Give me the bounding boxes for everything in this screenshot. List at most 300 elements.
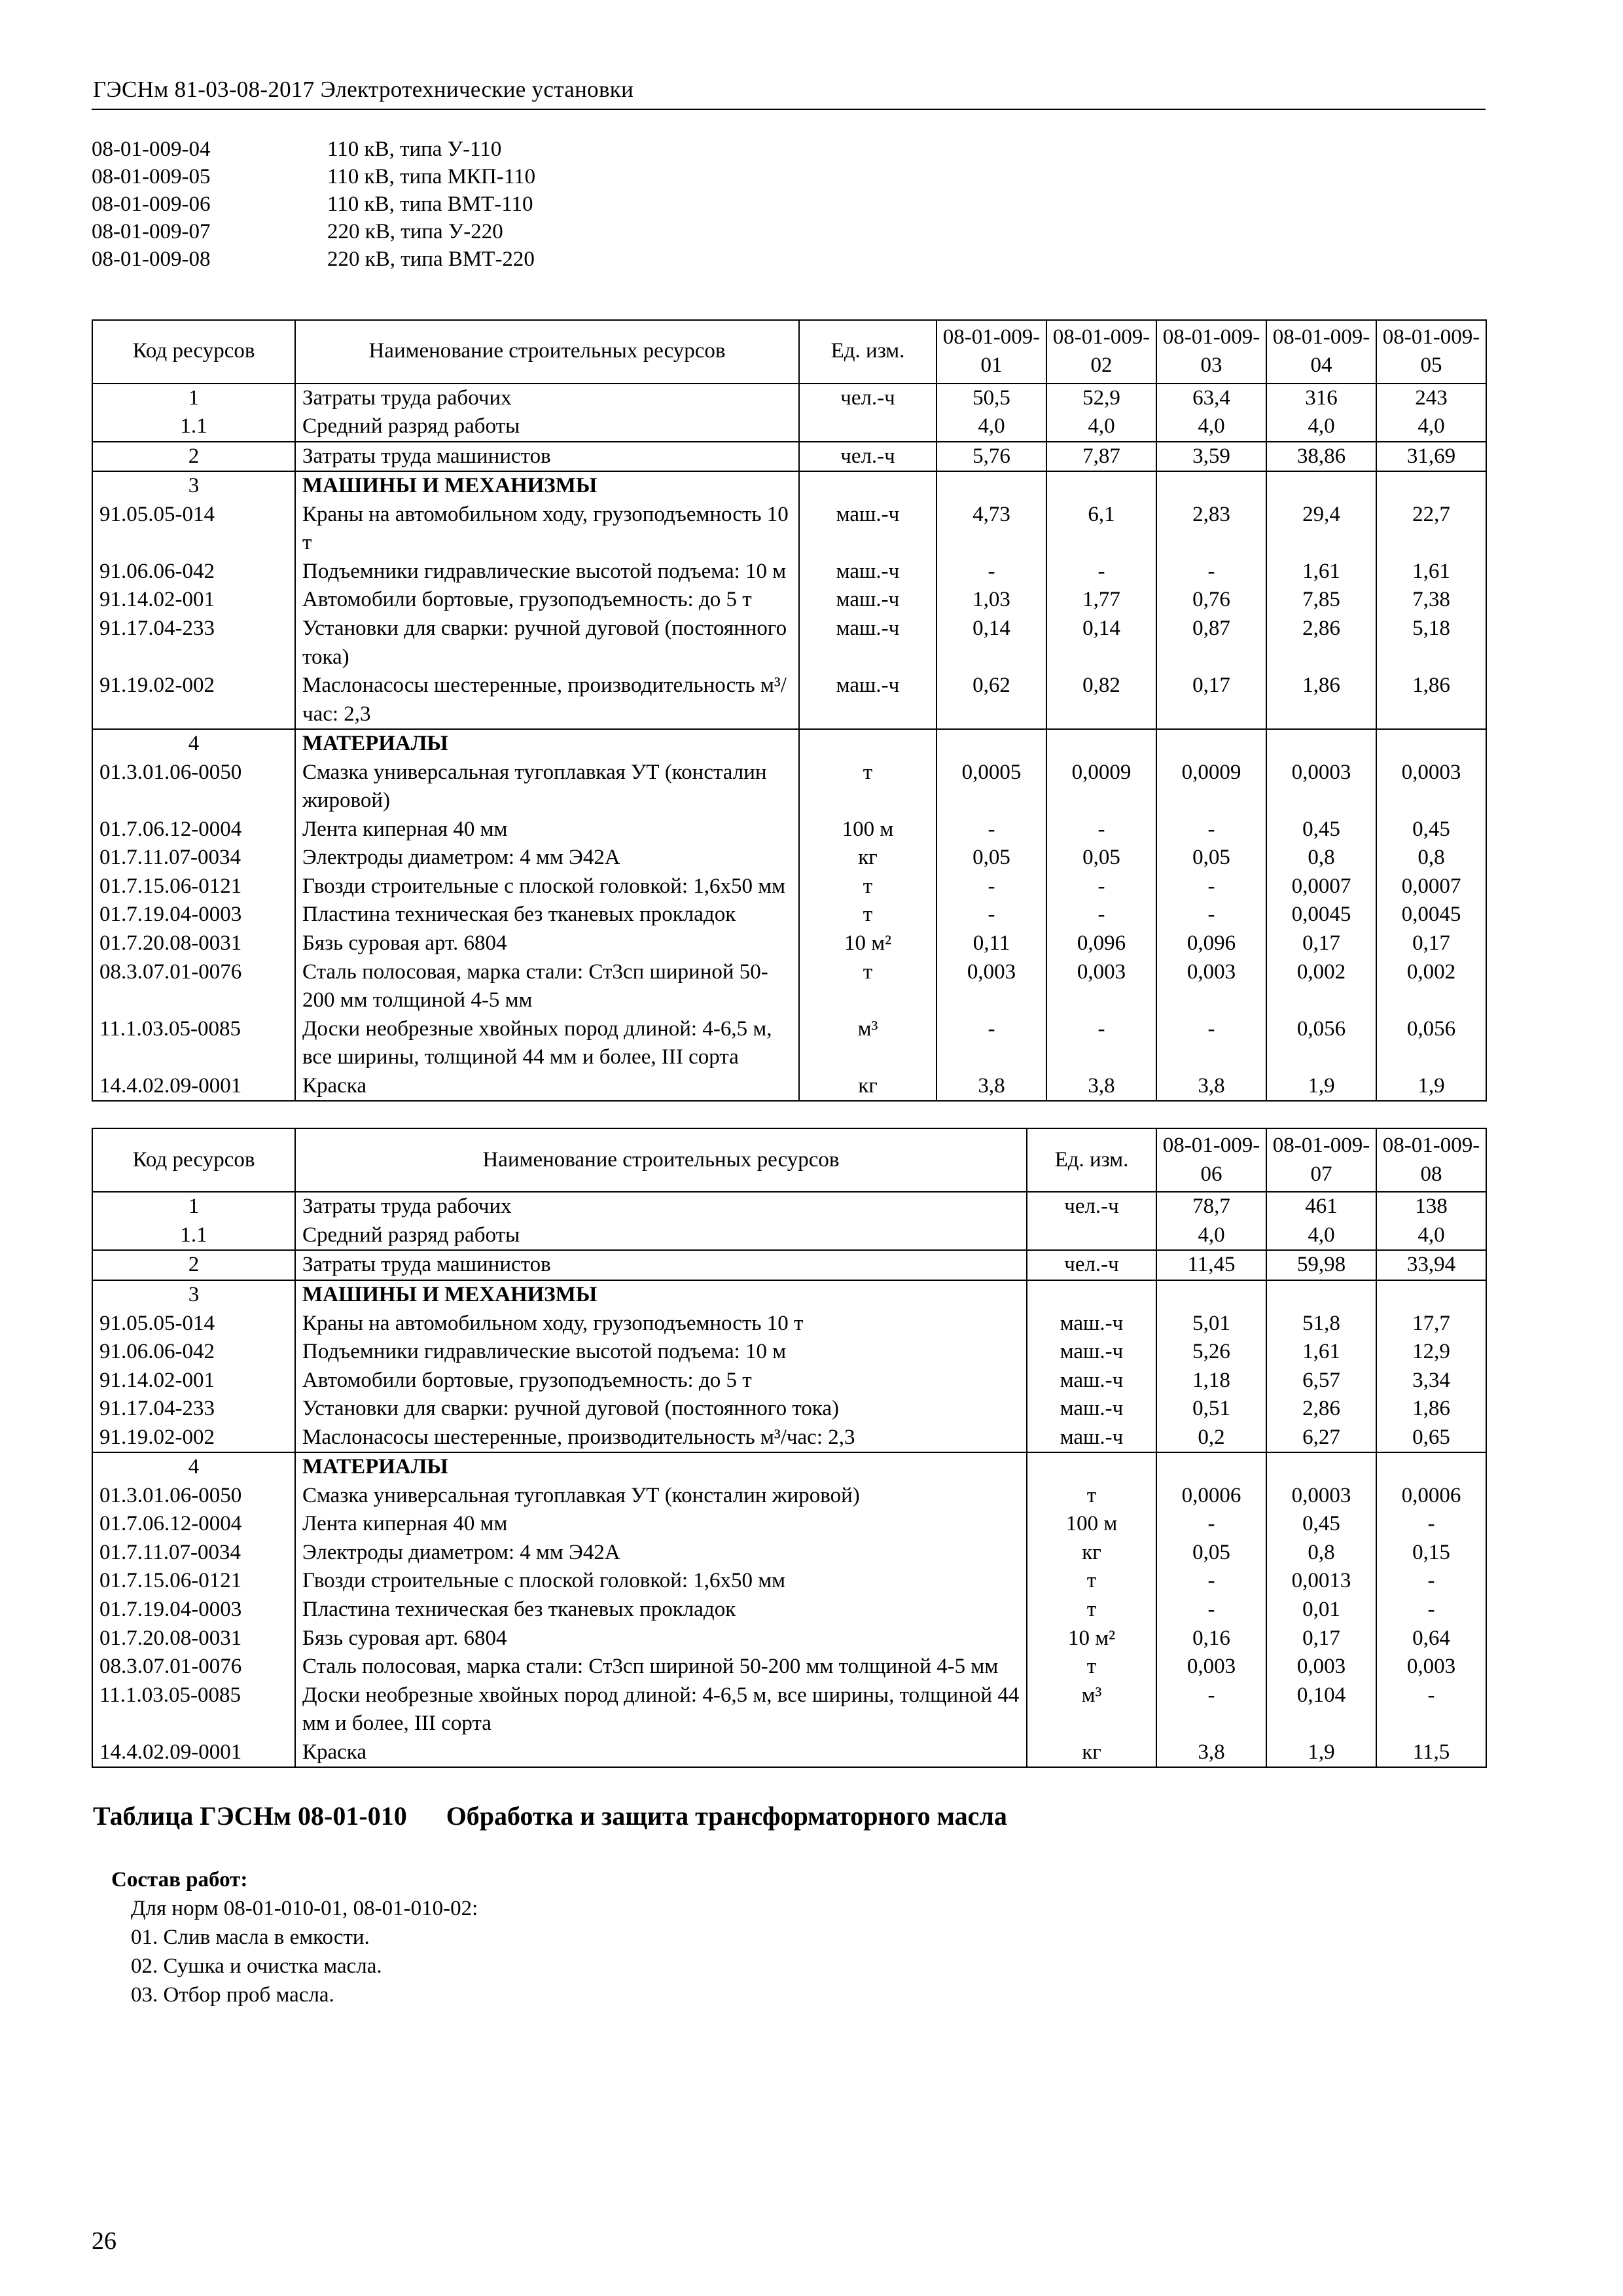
header-unit: Ед. изм. [1027, 1128, 1156, 1192]
table-row [92, 471, 1486, 501]
header-unit: Ед. изм. [799, 320, 936, 384]
table-row [92, 412, 1486, 442]
resource-value: 7,87 [1046, 442, 1156, 472]
resource-name: Гвозди строительные с плоской головкой: 1,6х50 мм [295, 1567, 1027, 1596]
resource-code: 4 [92, 729, 295, 759]
resource-value: 6,27 [1266, 1424, 1376, 1453]
header-norm-column: 08-01-009-05 [1376, 320, 1486, 384]
resource-value: 316 [1266, 384, 1376, 413]
resource-value: - [1046, 558, 1156, 586]
table-row [92, 1567, 1486, 1596]
resource-unit: маш.-ч [1027, 1395, 1156, 1424]
norm-item [92, 219, 1486, 246]
resource-name: Средний разряд работы [295, 1221, 1027, 1251]
table-row [92, 1250, 1486, 1280]
norm-description: 110 кВ, типа ВМТ-110 [327, 192, 533, 217]
header-norm-column: 08-01-009-07 [1266, 1128, 1376, 1192]
resource-value: 52,9 [1046, 384, 1156, 413]
resource-name: Доски необрезные хвойных пород длиной: 4-6,5 м, все ширины, толщиной 44 мм и более, III сорта [295, 1681, 1027, 1738]
resource-name: Доски необрезные хвойных пород длиной: 4-6,5 м, все ширины, толщиной 44 мм и более, III сорта [295, 1015, 799, 1072]
resource-value: 0,05 [936, 844, 1046, 872]
resource-code: 91.14.02-001 [92, 1367, 295, 1395]
norm-item [92, 136, 1486, 164]
resource-code: 4 [92, 1452, 295, 1482]
resource-name: Затраты труда рабочих [295, 384, 799, 413]
resource-value: 0,05 [1046, 844, 1156, 872]
resource-name: Бязь суровая арт. 6804 [295, 1624, 1027, 1653]
table-row [92, 1310, 1486, 1338]
resource-value: 2,83 [1156, 501, 1266, 558]
header-norm-column: 08-01-009-02 [1046, 320, 1156, 384]
table-caption [92, 1799, 1486, 1833]
resource-name: Установки для сварки: ручной дуговой (постоянного тока) [295, 1395, 1027, 1424]
resource-name: Маслонасосы шестеренные, производительность м³/час: 2,3 [295, 1424, 1027, 1453]
resource-unit: т [799, 872, 936, 901]
resource-value: - [936, 558, 1046, 586]
resources-table-1 [92, 319, 1487, 1102]
resource-value: 138 [1376, 1192, 1486, 1221]
resource-unit: маш.-ч [1027, 1367, 1156, 1395]
resource-value: 0,0007 [1376, 872, 1486, 901]
resource-value: 0,0013 [1266, 1567, 1376, 1596]
resource-unit: 100 м [1027, 1510, 1156, 1539]
resource-value: 78,7 [1156, 1192, 1266, 1221]
resource-value: 6,57 [1266, 1367, 1376, 1395]
resource-value: 0,17 [1376, 929, 1486, 958]
resource-code: 08.3.07.01-0076 [92, 1653, 295, 1681]
table-row [92, 1653, 1486, 1681]
norm-item [92, 246, 1486, 274]
resource-value: - [1156, 901, 1266, 929]
resource-value: 11,5 [1376, 1738, 1486, 1768]
resource-value: 0,003 [1046, 958, 1156, 1015]
resource-value: 0,45 [1266, 816, 1376, 844]
resource-code: 11.1.03.05-0085 [92, 1015, 295, 1072]
resource-code: 01.7.06.12-0004 [92, 816, 295, 844]
resource-value: - [1156, 1510, 1266, 1539]
resource-value: 6,1 [1046, 501, 1156, 558]
table-row [92, 929, 1486, 958]
resource-name: Средний разряд работы [295, 412, 799, 442]
norm-code: 08-01-009-05 [92, 165, 211, 189]
resource-name: Маслонасосы шестеренные, производительность м³/час: 2,3 [295, 672, 799, 729]
resource-value [1266, 1452, 1376, 1482]
table-header-row [92, 320, 1486, 384]
table-row [92, 1738, 1486, 1768]
resource-value: 4,0 [936, 412, 1046, 442]
resource-value: - [1376, 1567, 1486, 1596]
resource-value [1156, 1280, 1266, 1310]
resource-value: - [936, 1015, 1046, 1072]
resource-unit: т [799, 759, 936, 816]
resource-value: 0,82 [1046, 672, 1156, 729]
resource-value: - [936, 901, 1046, 929]
header-code: Код ресурсов [92, 320, 295, 384]
resource-unit: т [1027, 1653, 1156, 1681]
resource-value: 0,05 [1156, 844, 1266, 872]
resource-code: 3 [92, 1280, 295, 1310]
resource-code: 3 [92, 471, 295, 501]
resource-unit [1027, 1221, 1156, 1251]
table-row [92, 1424, 1486, 1453]
resource-unit: чел.-ч [1027, 1250, 1156, 1280]
resource-code: 91.19.02-002 [92, 672, 295, 729]
norm-description: 110 кВ, типа У-110 [327, 137, 502, 162]
resource-value: 0,0006 [1156, 1482, 1266, 1511]
resource-unit: т [1027, 1567, 1156, 1596]
resource-unit: маш.-ч [799, 558, 936, 586]
resource-value: 0,8 [1266, 844, 1376, 872]
resource-value: 22,7 [1376, 501, 1486, 558]
resource-unit: кг [799, 844, 936, 872]
resource-value: 0,0009 [1156, 759, 1266, 816]
table-row [92, 1539, 1486, 1568]
norms-list [92, 136, 1486, 274]
table-row [92, 1681, 1486, 1738]
table-row [92, 1482, 1486, 1511]
resource-value [936, 729, 1046, 759]
norm-description: 110 кВ, типа МКП-110 [327, 165, 536, 189]
resource-value: 31,69 [1376, 442, 1486, 472]
table-row [92, 1367, 1486, 1395]
header-norm-column: 08-01-009-08 [1376, 1128, 1486, 1192]
resource-name: МАТЕРИАЛЫ [295, 729, 799, 759]
resource-value: 0,11 [936, 929, 1046, 958]
table-row [92, 816, 1486, 844]
resource-value: 0,17 [1156, 672, 1266, 729]
resource-name: Пластина техническая без тканевых прокладок [295, 901, 799, 929]
resource-value: 0,003 [1266, 1653, 1376, 1681]
resource-value: 7,85 [1266, 586, 1376, 615]
resource-value [1266, 471, 1376, 501]
resource-value: 0,8 [1376, 844, 1486, 872]
resource-code: 2 [92, 442, 295, 472]
resource-unit: м³ [1027, 1681, 1156, 1738]
resource-value [1266, 729, 1376, 759]
resource-value: 4,0 [1156, 1221, 1266, 1251]
resource-value: 0,62 [936, 672, 1046, 729]
table-row [92, 384, 1486, 413]
resource-value: 0,096 [1046, 929, 1156, 958]
resource-value: 0,0003 [1266, 759, 1376, 816]
resource-value: 50,5 [936, 384, 1046, 413]
resource-value: 33,94 [1376, 1250, 1486, 1280]
resource-code: 01.7.15.06-0121 [92, 872, 295, 901]
table-row [92, 958, 1486, 1015]
resource-value: 1,9 [1376, 1072, 1486, 1102]
resource-value: 0,003 [1376, 1653, 1486, 1681]
resource-code: 2 [92, 1250, 295, 1280]
resource-value: 5,01 [1156, 1310, 1266, 1338]
norm-code: 08-01-009-08 [92, 247, 211, 272]
resource-code: 01.3.01.06-0050 [92, 759, 295, 816]
resource-name: МАШИНЫ И МЕХАНИЗМЫ [295, 1280, 1027, 1310]
resource-value: 1,86 [1376, 672, 1486, 729]
resource-unit [1027, 1280, 1156, 1310]
resource-value: 0,51 [1156, 1395, 1266, 1424]
resource-value: 1,61 [1376, 558, 1486, 586]
resource-unit: кг [799, 1072, 936, 1102]
table-row [92, 1072, 1486, 1102]
header-name: Наименование строительных ресурсов [295, 1128, 1027, 1192]
resource-code: 01.7.19.04-0003 [92, 1596, 295, 1624]
table-row [92, 672, 1486, 729]
table-header-row [92, 1128, 1486, 1192]
resource-value: 51,8 [1266, 1310, 1376, 1338]
resource-code: 91.05.05-014 [92, 1310, 295, 1338]
table-row [92, 1510, 1486, 1539]
resource-value: 0,003 [936, 958, 1046, 1015]
resource-name: Лента киперная 40 мм [295, 1510, 1027, 1539]
resource-value [1376, 471, 1486, 501]
resource-value: 0,01 [1266, 1596, 1376, 1624]
resource-value: 0,64 [1376, 1624, 1486, 1653]
resource-value: 0,17 [1266, 1624, 1376, 1653]
resource-name: Автомобили бортовые, грузоподъемность: до 5 т [295, 1367, 1027, 1395]
resource-value: 0,003 [1156, 1653, 1266, 1681]
resource-name: Затраты труда машинистов [295, 442, 799, 472]
norm-code: 08-01-009-04 [92, 137, 211, 162]
resource-name: Электроды диаметром: 4 мм Э42А [295, 1539, 1027, 1568]
resource-value: 5,26 [1156, 1338, 1266, 1367]
work-item: 01. Слив масла в емкости. [131, 1925, 370, 1949]
resource-code: 1.1 [92, 1221, 295, 1251]
resource-value: 0,65 [1376, 1424, 1486, 1453]
resource-value: 0,0045 [1266, 901, 1376, 929]
resource-value: 0,15 [1376, 1539, 1486, 1568]
resource-unit: чел.-ч [799, 442, 936, 472]
resource-value [1046, 729, 1156, 759]
work-item: 03. Отбор проб масла. [131, 1982, 334, 2007]
resource-value: 3,8 [1156, 1738, 1266, 1768]
resource-value: 4,0 [1156, 412, 1266, 442]
resource-value: - [936, 816, 1046, 844]
resource-name: Краска [295, 1738, 1027, 1768]
resources-table-2 [92, 1128, 1487, 1768]
resource-value [1156, 1452, 1266, 1482]
resource-value: - [1156, 872, 1266, 901]
resource-value: 12,9 [1376, 1338, 1486, 1367]
resource-value: 0,76 [1156, 586, 1266, 615]
table-row [92, 1624, 1486, 1653]
resource-code: 01.7.15.06-0121 [92, 1567, 295, 1596]
table-caption-label: Таблица ГЭСНм 08-01-010 [93, 1801, 407, 1831]
resource-code: 1 [92, 1192, 295, 1221]
table-row [92, 1452, 1486, 1482]
resource-value: - [1156, 816, 1266, 844]
resource-value: - [1046, 1015, 1156, 1072]
resource-name: Затраты труда рабочих [295, 1192, 1027, 1221]
resource-value: - [936, 872, 1046, 901]
resource-value: 38,86 [1266, 442, 1376, 472]
resource-value: 5,18 [1376, 615, 1486, 672]
resource-value: 4,0 [1376, 1221, 1486, 1251]
work-composition-title: Состав работ: [111, 1868, 248, 1892]
resource-code: 14.4.02.09-0001 [92, 1072, 295, 1102]
resource-value: 0,096 [1156, 929, 1266, 958]
resource-name: Сталь полосовая, марка стали: Ст3сп шириной 50-200 мм толщиной 4-5 мм [295, 958, 799, 1015]
resource-code: 91.06.06-042 [92, 558, 295, 586]
table-row [92, 844, 1486, 872]
table-row [92, 1221, 1486, 1251]
resource-value: 0,14 [936, 615, 1046, 672]
header-norm-column: 08-01-009-03 [1156, 320, 1266, 384]
resource-name: МАТЕРИАЛЫ [295, 1452, 1027, 1482]
resource-value: 4,0 [1376, 412, 1486, 442]
resource-unit: т [799, 958, 936, 1015]
resource-value: - [1046, 872, 1156, 901]
resource-code: 01.7.11.07-0034 [92, 844, 295, 872]
resource-value: 0,17 [1266, 929, 1376, 958]
resource-name: Бязь суровая арт. 6804 [295, 929, 799, 958]
header-norm-column: 08-01-009-06 [1156, 1128, 1266, 1192]
resource-value: 1,61 [1266, 1338, 1376, 1367]
resource-unit: маш.-ч [1027, 1424, 1156, 1453]
table-row [92, 586, 1486, 615]
norm-item [92, 191, 1486, 219]
resource-name: Краска [295, 1072, 799, 1102]
resource-value [1376, 1452, 1486, 1482]
resource-value: 2,86 [1266, 1395, 1376, 1424]
running-header: ГЭСНм 81-03-08-2017 Электротехнические установки [92, 72, 1486, 110]
resource-value: 1,9 [1266, 1072, 1376, 1102]
resource-code: 91.05.05-014 [92, 501, 295, 558]
resource-value: 3,59 [1156, 442, 1266, 472]
resource-value: 0,002 [1266, 958, 1376, 1015]
resource-value: 7,38 [1376, 586, 1486, 615]
norm-code: 08-01-009-06 [92, 192, 211, 217]
resource-unit [799, 471, 936, 501]
table-row [92, 1280, 1486, 1310]
resource-code: 91.17.04-233 [92, 1395, 295, 1424]
resource-value: 0,0045 [1376, 901, 1486, 929]
table-row [92, 442, 1486, 472]
resource-value: 0,0007 [1266, 872, 1376, 901]
resource-name: МАШИНЫ И МЕХАНИЗМЫ [295, 471, 799, 501]
resource-value: - [1156, 1015, 1266, 1072]
resource-name: Подъемники гидравлические высотой подъема: 10 м [295, 558, 799, 586]
resource-unit: маш.-ч [1027, 1338, 1156, 1367]
resource-value [1156, 471, 1266, 501]
resource-value: - [1376, 1681, 1486, 1738]
table-row [92, 1015, 1486, 1072]
resource-value: 17,7 [1376, 1310, 1486, 1338]
resource-value: 4,0 [1266, 1221, 1376, 1251]
resource-value: - [1376, 1596, 1486, 1624]
resource-value: 2,86 [1266, 615, 1376, 672]
resource-unit [799, 729, 936, 759]
resource-value: 3,8 [1046, 1072, 1156, 1102]
resource-value: 0,14 [1046, 615, 1156, 672]
header-norm-column: 08-01-009-01 [936, 320, 1046, 384]
norm-description: 220 кВ, типа ВМТ-220 [327, 247, 535, 272]
resource-value: 3,8 [936, 1072, 1046, 1102]
resource-value: 0,8 [1266, 1539, 1376, 1568]
resource-value: 0,0006 [1376, 1482, 1486, 1511]
resource-name: Пластина техническая без тканевых прокладок [295, 1596, 1027, 1624]
resource-value: - [1376, 1510, 1486, 1539]
resource-code: 01.3.01.06-0050 [92, 1482, 295, 1511]
resource-code: 91.06.06-042 [92, 1338, 295, 1367]
resource-code: 14.4.02.09-0001 [92, 1738, 295, 1768]
resource-code: 01.7.11.07-0034 [92, 1539, 295, 1568]
resource-value: 0,0003 [1376, 759, 1486, 816]
resource-code: 91.14.02-001 [92, 586, 295, 615]
resource-value: 0,45 [1376, 816, 1486, 844]
resource-code: 08.3.07.01-0076 [92, 958, 295, 1015]
resource-unit [799, 412, 936, 442]
resource-value: 59,98 [1266, 1250, 1376, 1280]
work-item: 02. Сушка и очистка масла. [131, 1954, 382, 1978]
resource-value [1376, 1280, 1486, 1310]
resource-name: Краны на автомобильном ходу, грузоподъемность 10 т [295, 501, 799, 558]
resource-unit: 10 м² [1027, 1624, 1156, 1653]
resource-value: 461 [1266, 1192, 1376, 1221]
table-row [92, 759, 1486, 816]
resource-value: 1,86 [1376, 1395, 1486, 1424]
document-page [92, 72, 1486, 2009]
resource-unit: маш.-ч [799, 501, 936, 558]
resource-unit: т [1027, 1596, 1156, 1624]
resource-unit: т [799, 901, 936, 929]
table-row [92, 1596, 1486, 1624]
header-code: Код ресурсов [92, 1128, 295, 1192]
resource-unit: маш.-ч [1027, 1310, 1156, 1338]
resource-name: Подъемники гидравлические высотой подъема: 10 м [295, 1338, 1027, 1367]
resource-name: Гвозди строительные с плоской головкой: 1,6х50 мм [295, 872, 799, 901]
resource-value: - [1046, 816, 1156, 844]
resource-name: Краны на автомобильном ходу, грузоподъемность 10 т [295, 1310, 1027, 1338]
resource-code: 01.7.19.04-0003 [92, 901, 295, 929]
resource-name: Автомобили бортовые, грузоподъемность: до 5 т [295, 586, 799, 615]
resource-value: - [1156, 558, 1266, 586]
resource-value: - [1156, 1596, 1266, 1624]
resource-name: Лента киперная 40 мм [295, 816, 799, 844]
resource-name: Сталь полосовая, марка стали: Ст3сп шириной 50-200 мм толщиной 4-5 мм [295, 1653, 1027, 1681]
resource-unit: маш.-ч [799, 615, 936, 672]
resource-code: 01.7.20.08-0031 [92, 1624, 295, 1653]
resource-code: 01.7.20.08-0031 [92, 929, 295, 958]
resource-value: 0,87 [1156, 615, 1266, 672]
resource-code: 91.19.02-002 [92, 1424, 295, 1453]
resource-name: Установки для сварки: ручной дуговой (постоянного тока) [295, 615, 799, 672]
resource-value [1156, 729, 1266, 759]
resource-value: 243 [1376, 384, 1486, 413]
resource-unit: маш.-ч [799, 672, 936, 729]
resource-unit: м³ [799, 1015, 936, 1072]
resource-name: Смазка универсальная тугоплавкая УТ (консталин жировой) [295, 1482, 1027, 1511]
resource-unit: чел.-ч [1027, 1192, 1156, 1221]
resource-name: Электроды диаметром: 4 мм Э42А [295, 844, 799, 872]
work-composition-intro: Для норм 08-01-010-01, 08-01-010-02: [131, 1896, 478, 1920]
resource-unit: т [1027, 1482, 1156, 1511]
header-name: Наименование строительных ресурсов [295, 320, 799, 384]
resource-unit: 10 м² [799, 929, 936, 958]
resource-value: 11,45 [1156, 1250, 1266, 1280]
norm-description: 220 кВ, типа У-220 [327, 220, 503, 244]
resource-value: - [1046, 901, 1156, 929]
table-row [92, 1192, 1486, 1221]
resource-value: 4,73 [936, 501, 1046, 558]
resource-value: 3,8 [1156, 1072, 1266, 1102]
table-row [92, 501, 1486, 558]
resource-code: 1.1 [92, 412, 295, 442]
resource-value [1376, 729, 1486, 759]
resource-unit: кг [1027, 1738, 1156, 1768]
page-number: 26 [92, 2227, 116, 2255]
resource-value: 0,104 [1266, 1681, 1376, 1738]
resource-unit: кг [1027, 1539, 1156, 1568]
